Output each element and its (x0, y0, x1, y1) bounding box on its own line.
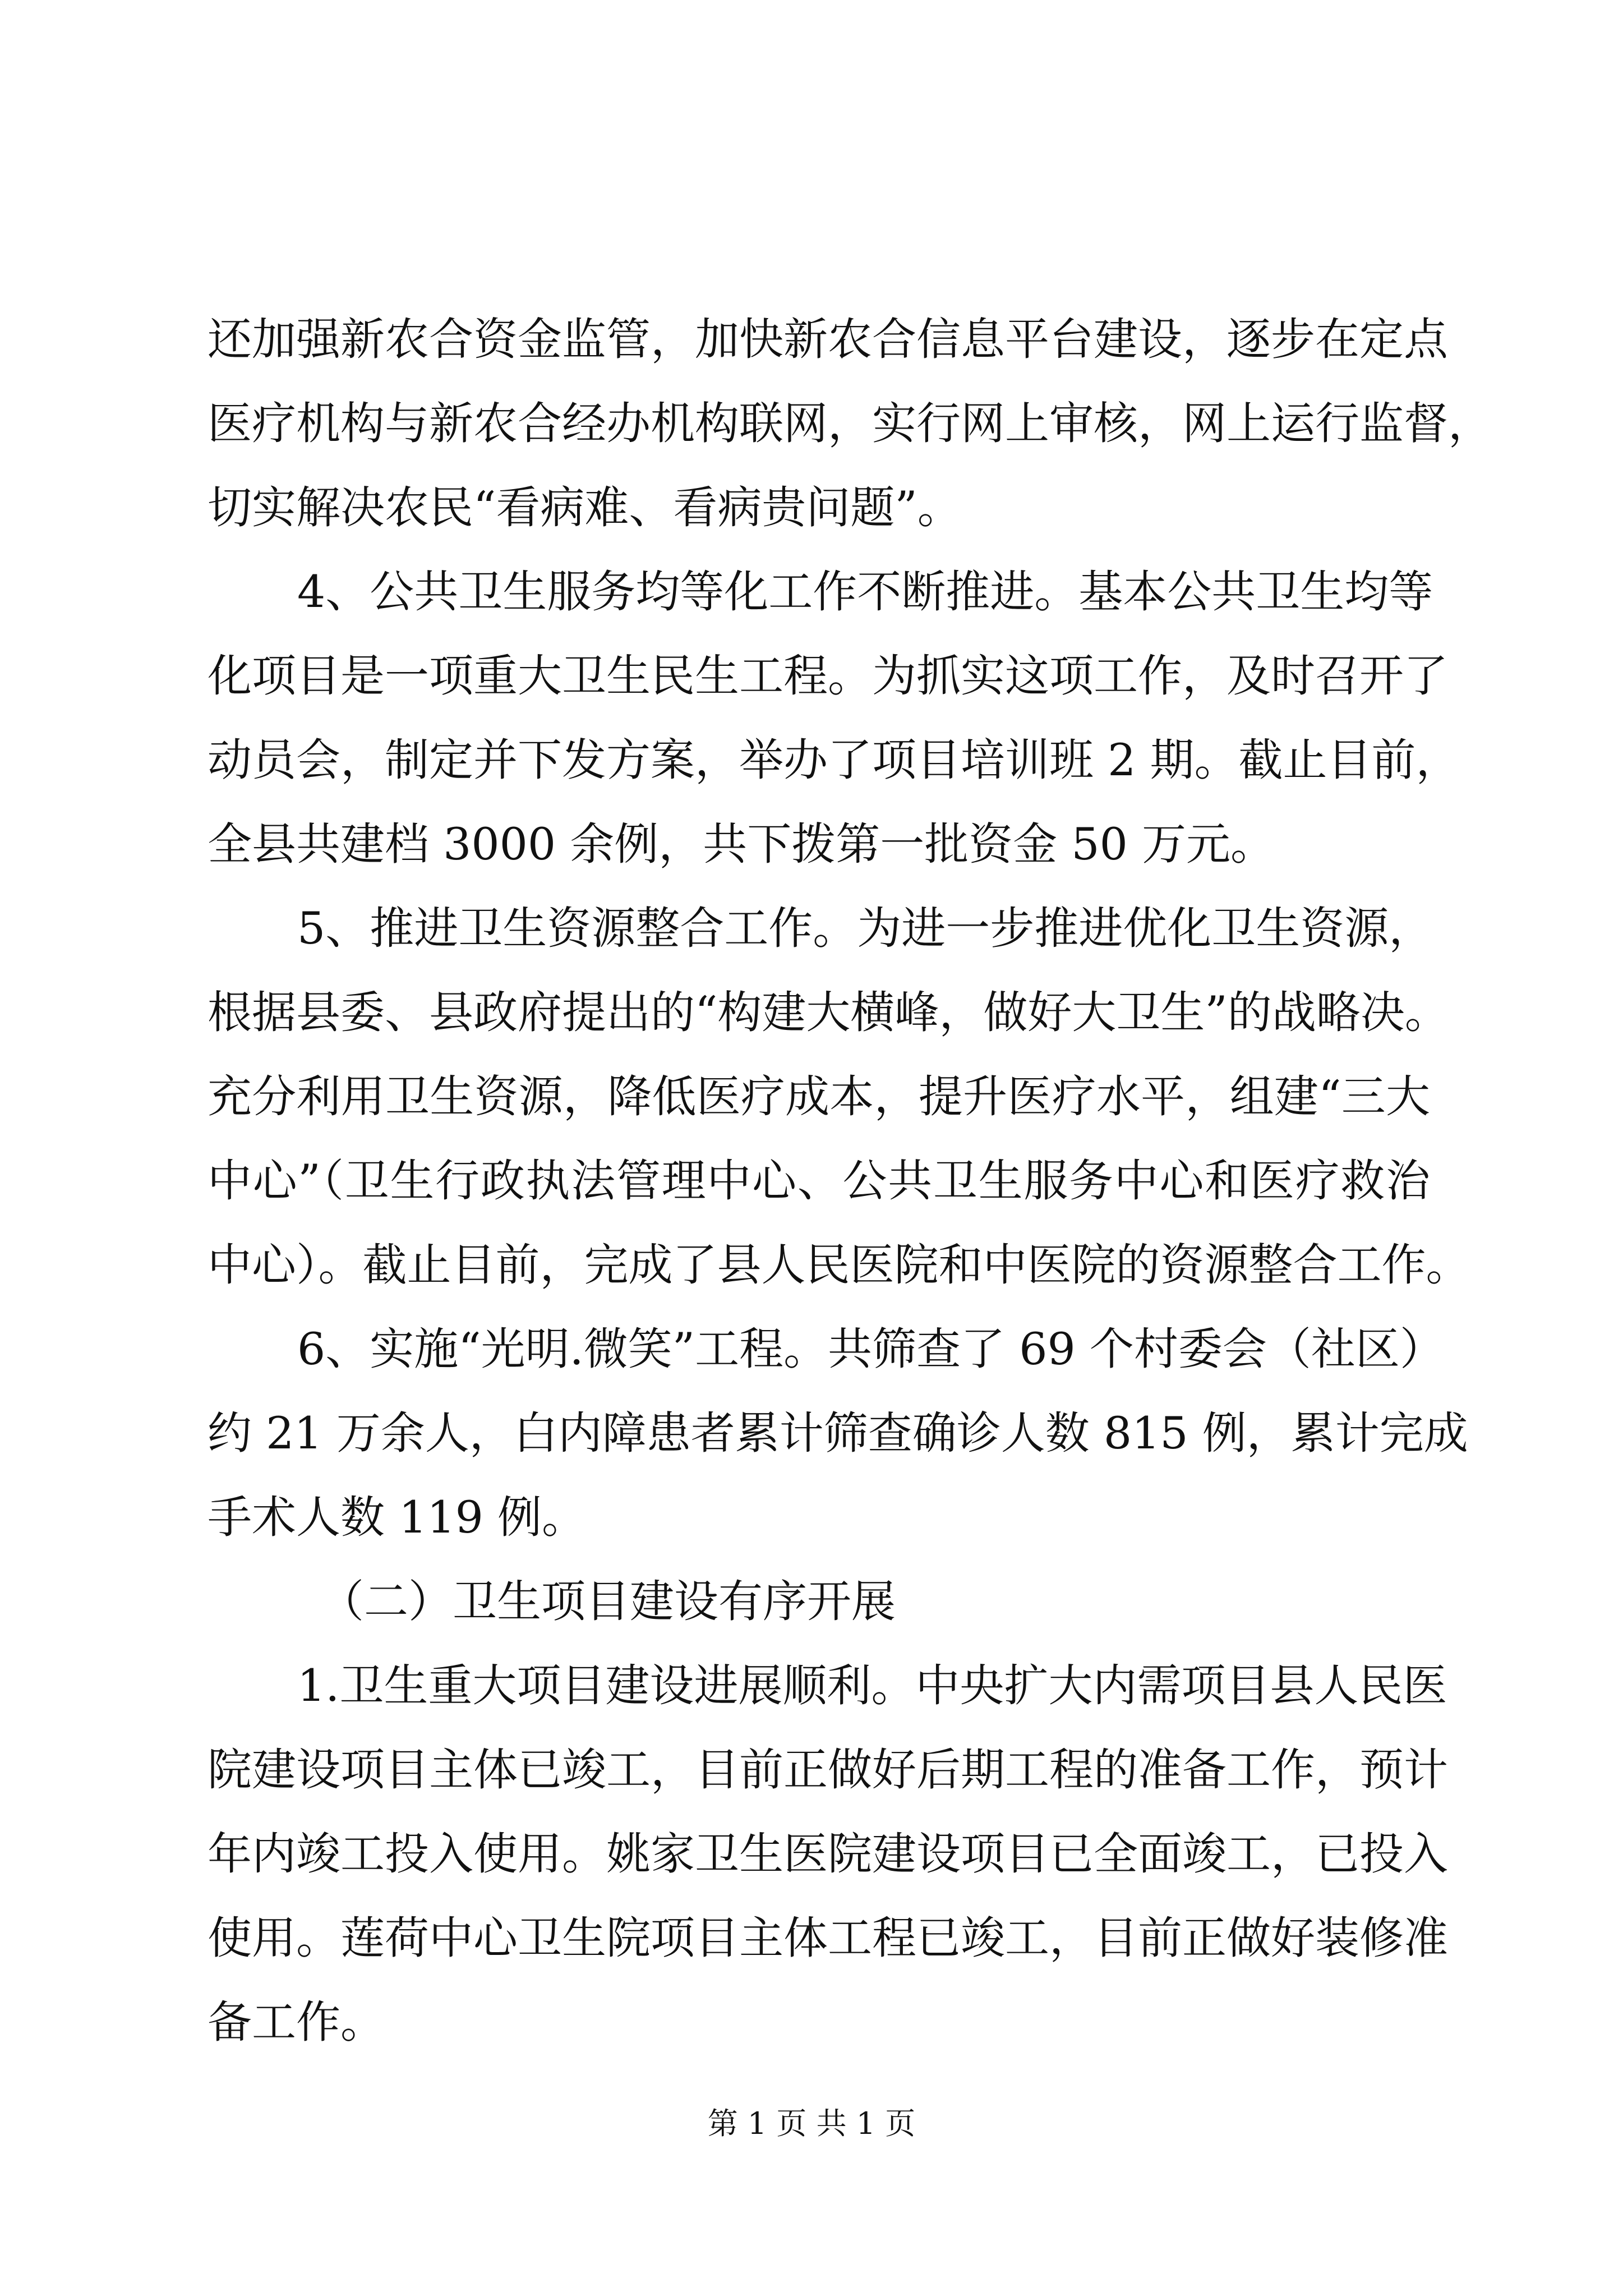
paragraph-line: 根据县委、县政府提出的“构建大横峰，做好大卫生”的战略决。 (208, 987, 1449, 1038)
paragraph-line: 中心）。截止目前，完成了县人民医院和中医院的资源整合工作。 (208, 1239, 1470, 1291)
paragraph-line: 医疗机构与新农合经办机构联网，实行网上审核，网上运行监督， (208, 398, 1492, 449)
paragraph-line: 约 21 万余人，白内障患者累计筛查确诊人数 815 例，累计完成 (208, 1407, 1468, 1459)
paragraph-line: 6、实施“光明.微笑”工程。共筛查了 69 个村委会（社区） (297, 1323, 1444, 1375)
paragraph-line: 手术人数 119 例。 (208, 1492, 587, 1543)
paragraph-line: 充分利用卫生资源，降低医疗成本，提升医疗水平，组建“三大 (208, 1071, 1430, 1122)
paragraph-line: 动员会，制定并下发方案，举办了项目培训班 2 期。截止目前， (208, 734, 1460, 786)
paragraph-line: 中心”（卫生行政执法管理中心、公共卫生服务中心和医疗救治 (208, 1155, 1430, 1207)
paragraph-line: 院建设项目主体已竣工，目前正做好后期工程的准备工作，预计 (208, 1744, 1448, 1796)
paragraph-line: 切实解决农民“看病难、看病贵问题”。 (208, 482, 962, 533)
paragraph-line: 备工作。 (208, 1996, 385, 2048)
paragraph-line: 还加强新农合资金监管，加快新农合信息平台建设，逐步在定点 (208, 314, 1448, 365)
paragraph-line: 5、推进卫生资源整合工作。为进一步推进优化卫生资源， (297, 903, 1433, 954)
paragraph-line: 全县共建档 3000 余例，共下拨第一批资金 50 万元。 (208, 818, 1275, 870)
section-heading: （二）卫生项目建设有序开展 (320, 1576, 896, 1627)
paragraph-line: 化项目是一项重大卫生民生工程。为抓实这项工作，及时召开了 (208, 650, 1448, 702)
paragraph-line: 4、公共卫生服务均等化工作不断推进。基本公共卫生均等 (297, 566, 1433, 618)
paragraph-line: 1.卫生重大项目建设进展顺利。中央扩大内需项目县人民医 (297, 1660, 1447, 1711)
paragraph-line: 年内竣工投入使用。姚家卫生医院建设项目已全面竣工，已投入 (208, 1828, 1448, 1880)
page-number-footer: 第 1 页 共 1 页 (707, 2106, 916, 2141)
paragraph-line: 使用。莲荷中心卫生院项目主体工程已竣工，目前正做好装修准 (208, 1912, 1448, 1964)
